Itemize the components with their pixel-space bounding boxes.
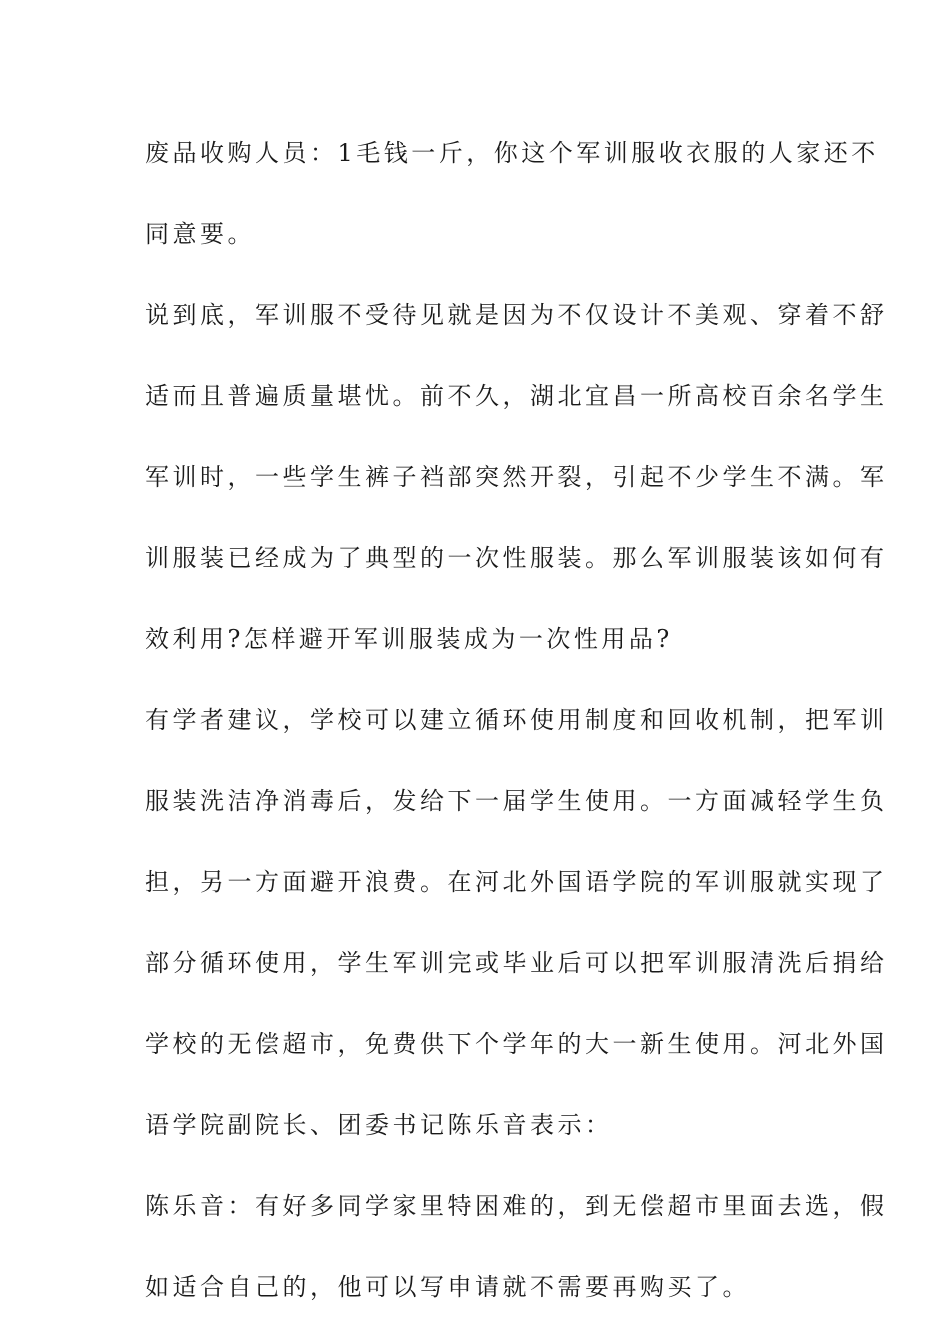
text-line: 说到底，军训服不受待见就是因为不仅设计不美观、穿着不舒 <box>145 301 888 329</box>
text-line: 训服装已经成为了典型的一次性服装。那么军训服装该如何有 <box>145 544 888 572</box>
text-line: 同意要。 <box>145 220 255 248</box>
text-line: 部分循环使用，学生军训完或毕业后可以把军训服清洗后捐给 <box>145 949 888 977</box>
paragraph-2 <box>145 287 888 667</box>
document-body <box>145 125 888 1340</box>
text-line: 担，另一方面避开浪费。在河北外国语学院的军训服就实现了 <box>145 868 888 896</box>
text-line: 陈乐音：有好多同学家里特困难的，到无偿超市里面去选，假 <box>145 1192 888 1220</box>
paragraph-1 <box>145 125 879 262</box>
text-line: 效利用?怎样避开军训服装成为一次性用品? <box>145 625 673 653</box>
paragraph-4 <box>145 1178 888 1315</box>
text-line: 学校的无偿超市，免费供下个学年的大一新生使用。河北外国 <box>145 1030 888 1058</box>
text-line: 有学者建议，学校可以建立循环使用制度和回收机制，把军训 <box>145 706 888 734</box>
text-line: 适而且普遍质量堪忧。前不久，湖北宜昌一所高校百余名学生 <box>145 382 888 410</box>
paragraph-3 <box>145 692 888 1153</box>
text-line: 废品收购人员：1毛钱一斤，你这个军训服收衣服的人家还不 <box>145 139 879 167</box>
text-line: 如适合自己的，他可以写申请就不需要再购买了。 <box>145 1273 750 1301</box>
text-line: 服装洗洁净消毒后，发给下一届学生使用。一方面减轻学生负 <box>145 787 888 815</box>
text-line: 语学院副院长、团委书记陈乐音表示： <box>145 1111 613 1139</box>
text-line: 军训时，一些学生裤子裆部突然开裂，引起不少学生不满。军 <box>145 463 888 491</box>
